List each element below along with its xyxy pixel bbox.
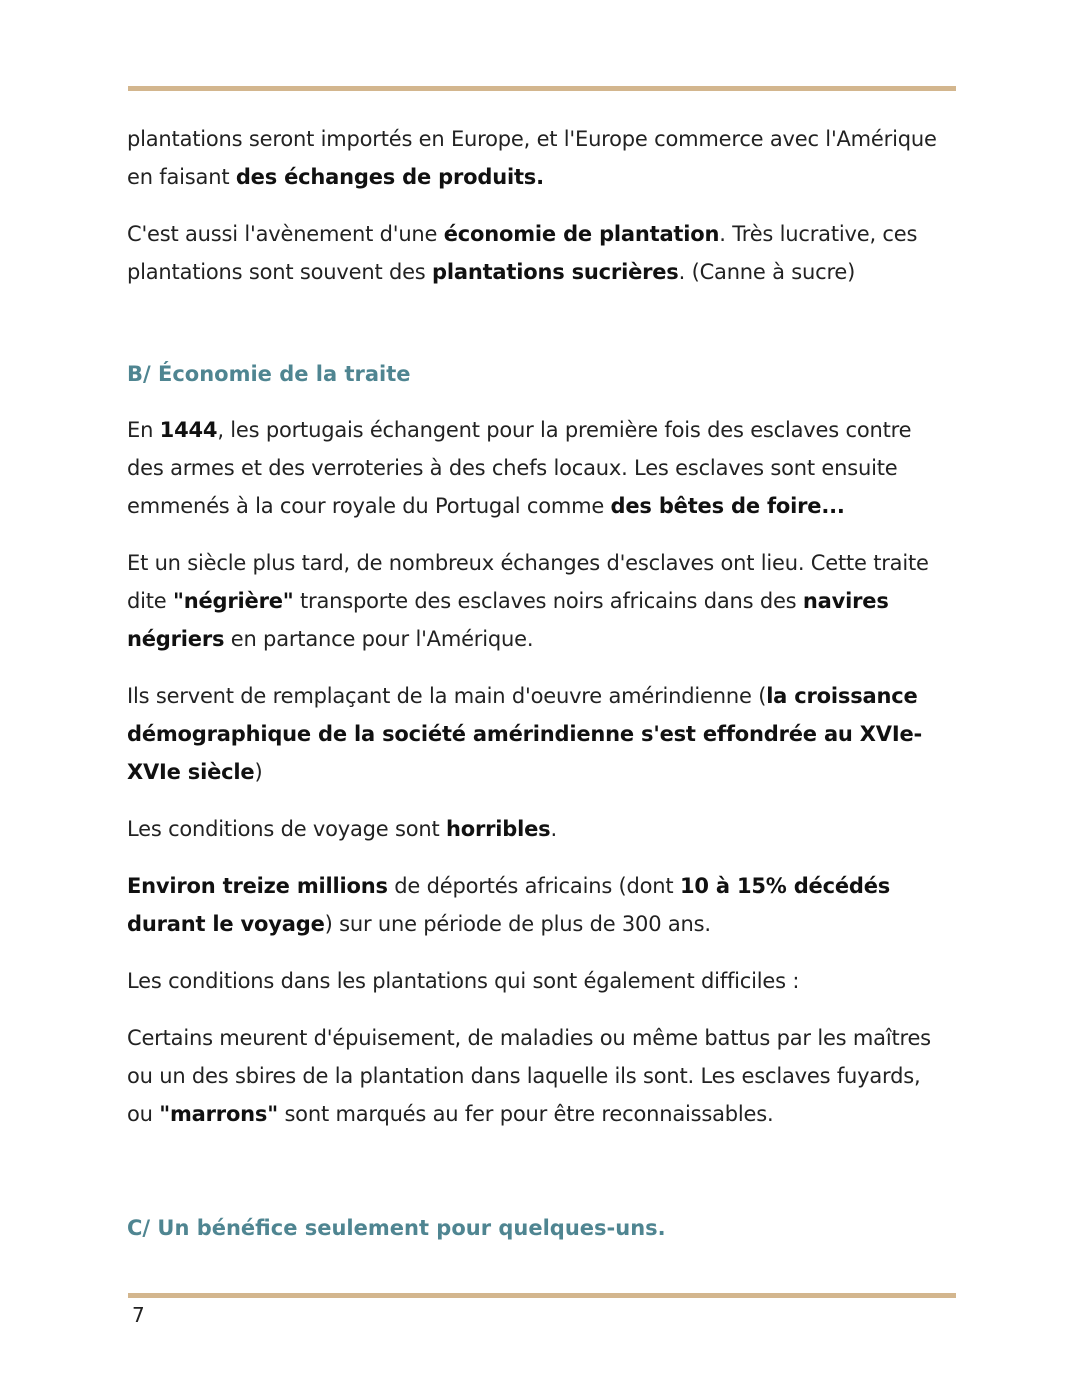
paragraph-marrons: Certains meurent d'épuisement, de maladies ou même battus par les maîtres ou un des sbires de la plantation dans laquelle ils sont. Les esclaves fuyards, ou "marrons" sont marqués au fer pour être reconnaissables.: [127, 1026, 931, 1126]
paragraph-main-oeuvre: Ils servent de remplaçant de la main d'oeuvre amérindienne (la croissance démographique de la société amérindienne s'est effondrée au XVIe-XVIe siècle): [127, 684, 923, 784]
paragraph-voyage-conditions: Les conditions de voyage sont horribles.: [127, 817, 557, 841]
bottom-divider: [128, 1293, 956, 1298]
paragraph-plantation-economy: C'est aussi l'avènement d'une économie de plantation. Très lucrative, ces plantations sont souvent des plantations sucrières. (Canne à sucre): [127, 222, 918, 284]
page-number: 7: [132, 1303, 145, 1327]
paragraph-1444: En 1444, les portugais échangent pour la première fois des esclaves contre des armes et des verroteries à des chefs locaux. Les esclaves sont ensuite emmenés à la cour royale du Portugal comme des bêtes de foire...: [127, 418, 912, 518]
paragraph-traite-negriere: Et un siècle plus tard, de nombreux échanges d'esclaves ont lieu. Cette traite dite "négrière" transporte des esclaves noirs africains dans des navires négriers en partance pour l'Amérique.: [127, 551, 929, 651]
paragraph-european-trade: plantations seront importés en Europe, et l'Europe commerce avec l'Amérique en faisant des échanges de produits.: [127, 127, 937, 189]
paragraph-treize-millions: Environ treize millions de déportés africains (dont 10 à 15% décédés durant le voyage) sur une période de plus de 300 ans.: [127, 874, 891, 936]
top-divider: [128, 86, 956, 91]
paragraph-plantation-conditions: Les conditions dans les plantations qui sont également difficiles :: [127, 969, 800, 993]
heading-section-c: C/ Un bénéfice seulement pour quelques-uns.: [127, 1216, 666, 1240]
page-body: [127, 120, 947, 1152]
heading-section-b: B/ Économie de la traite: [127, 362, 411, 386]
